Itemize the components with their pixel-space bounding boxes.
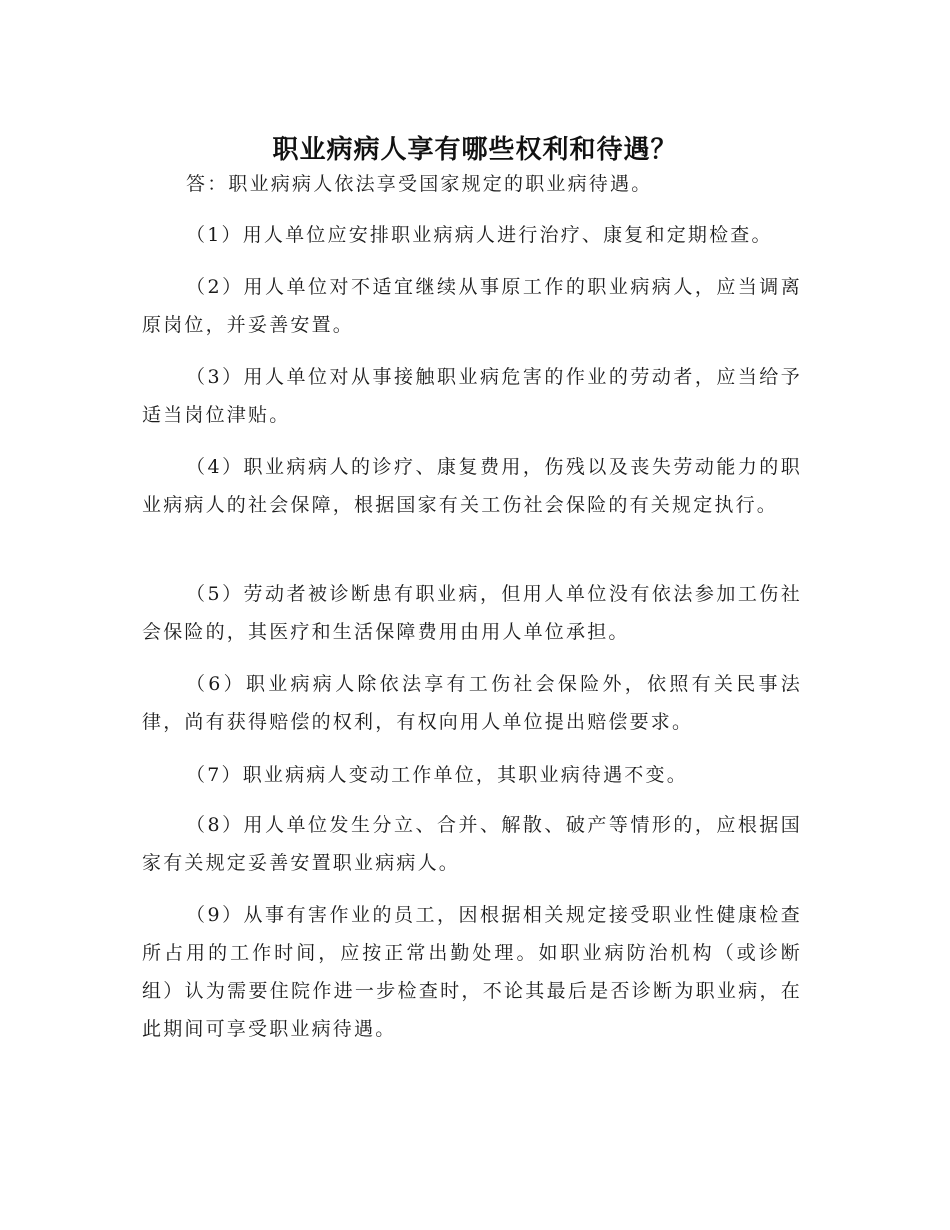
- paragraph-item-4: （4）职业病病人的诊疗、康复费用，伤残以及丧失劳动能力的职业病病人的社会保障，根据国家有关工伤社会保险的有关规定执行。: [142, 456, 802, 516]
- paragraph-item-6: （6）职业病病人除依法享有工伤社会保险外，依照有关民事法律，尚有获得赔偿的权利，有权向用人单位提出赔偿要求。: [142, 673, 802, 733]
- paragraph-item-7: （7）职业病病人变动工作单位，其职业病待遇不变。: [186, 764, 688, 786]
- intro-paragraph: 答：职业病病人依法享受国家规定的职业病待遇。: [186, 173, 653, 195]
- paragraph-item-5: （5）劳动者被诊断患有职业病，但用人单位没有依法参加工伤社会保险的，其医疗和生活保障费用由用人单位承担。: [142, 583, 802, 643]
- paragraph-item-1: （1）用人单位应安排职业病病人进行治疗、康复和定期检查。: [186, 224, 773, 246]
- page-title: 职业病病人享有哪些权利和待遇？: [272, 135, 678, 166]
- paragraph-item-9: （9）从事有害作业的员工，因根据相关规定接受职业性健康检查所占用的工作时间，应按正常出勤处理。如职业病防治机构（或诊断组）认为需要住院作进一步检查时，不论其最后是否诊断为职业病，在此期间可享受职业病待遇。: [142, 904, 802, 1040]
- paragraph-item-2: （2）用人单位对不适宜继续从事原工作的职业病病人，应当调离原岗位，并妥善安置。: [142, 276, 802, 336]
- paragraph-item-8: （8）用人单位发生分立、合并、解散、破产等情形的，应根据国家有关规定妥善安置职业病病人。: [142, 814, 802, 874]
- paragraph-item-3: （3）用人单位对从事接触职业病危害的作业的劳动者，应当给予适当岗位津贴。: [142, 366, 802, 426]
